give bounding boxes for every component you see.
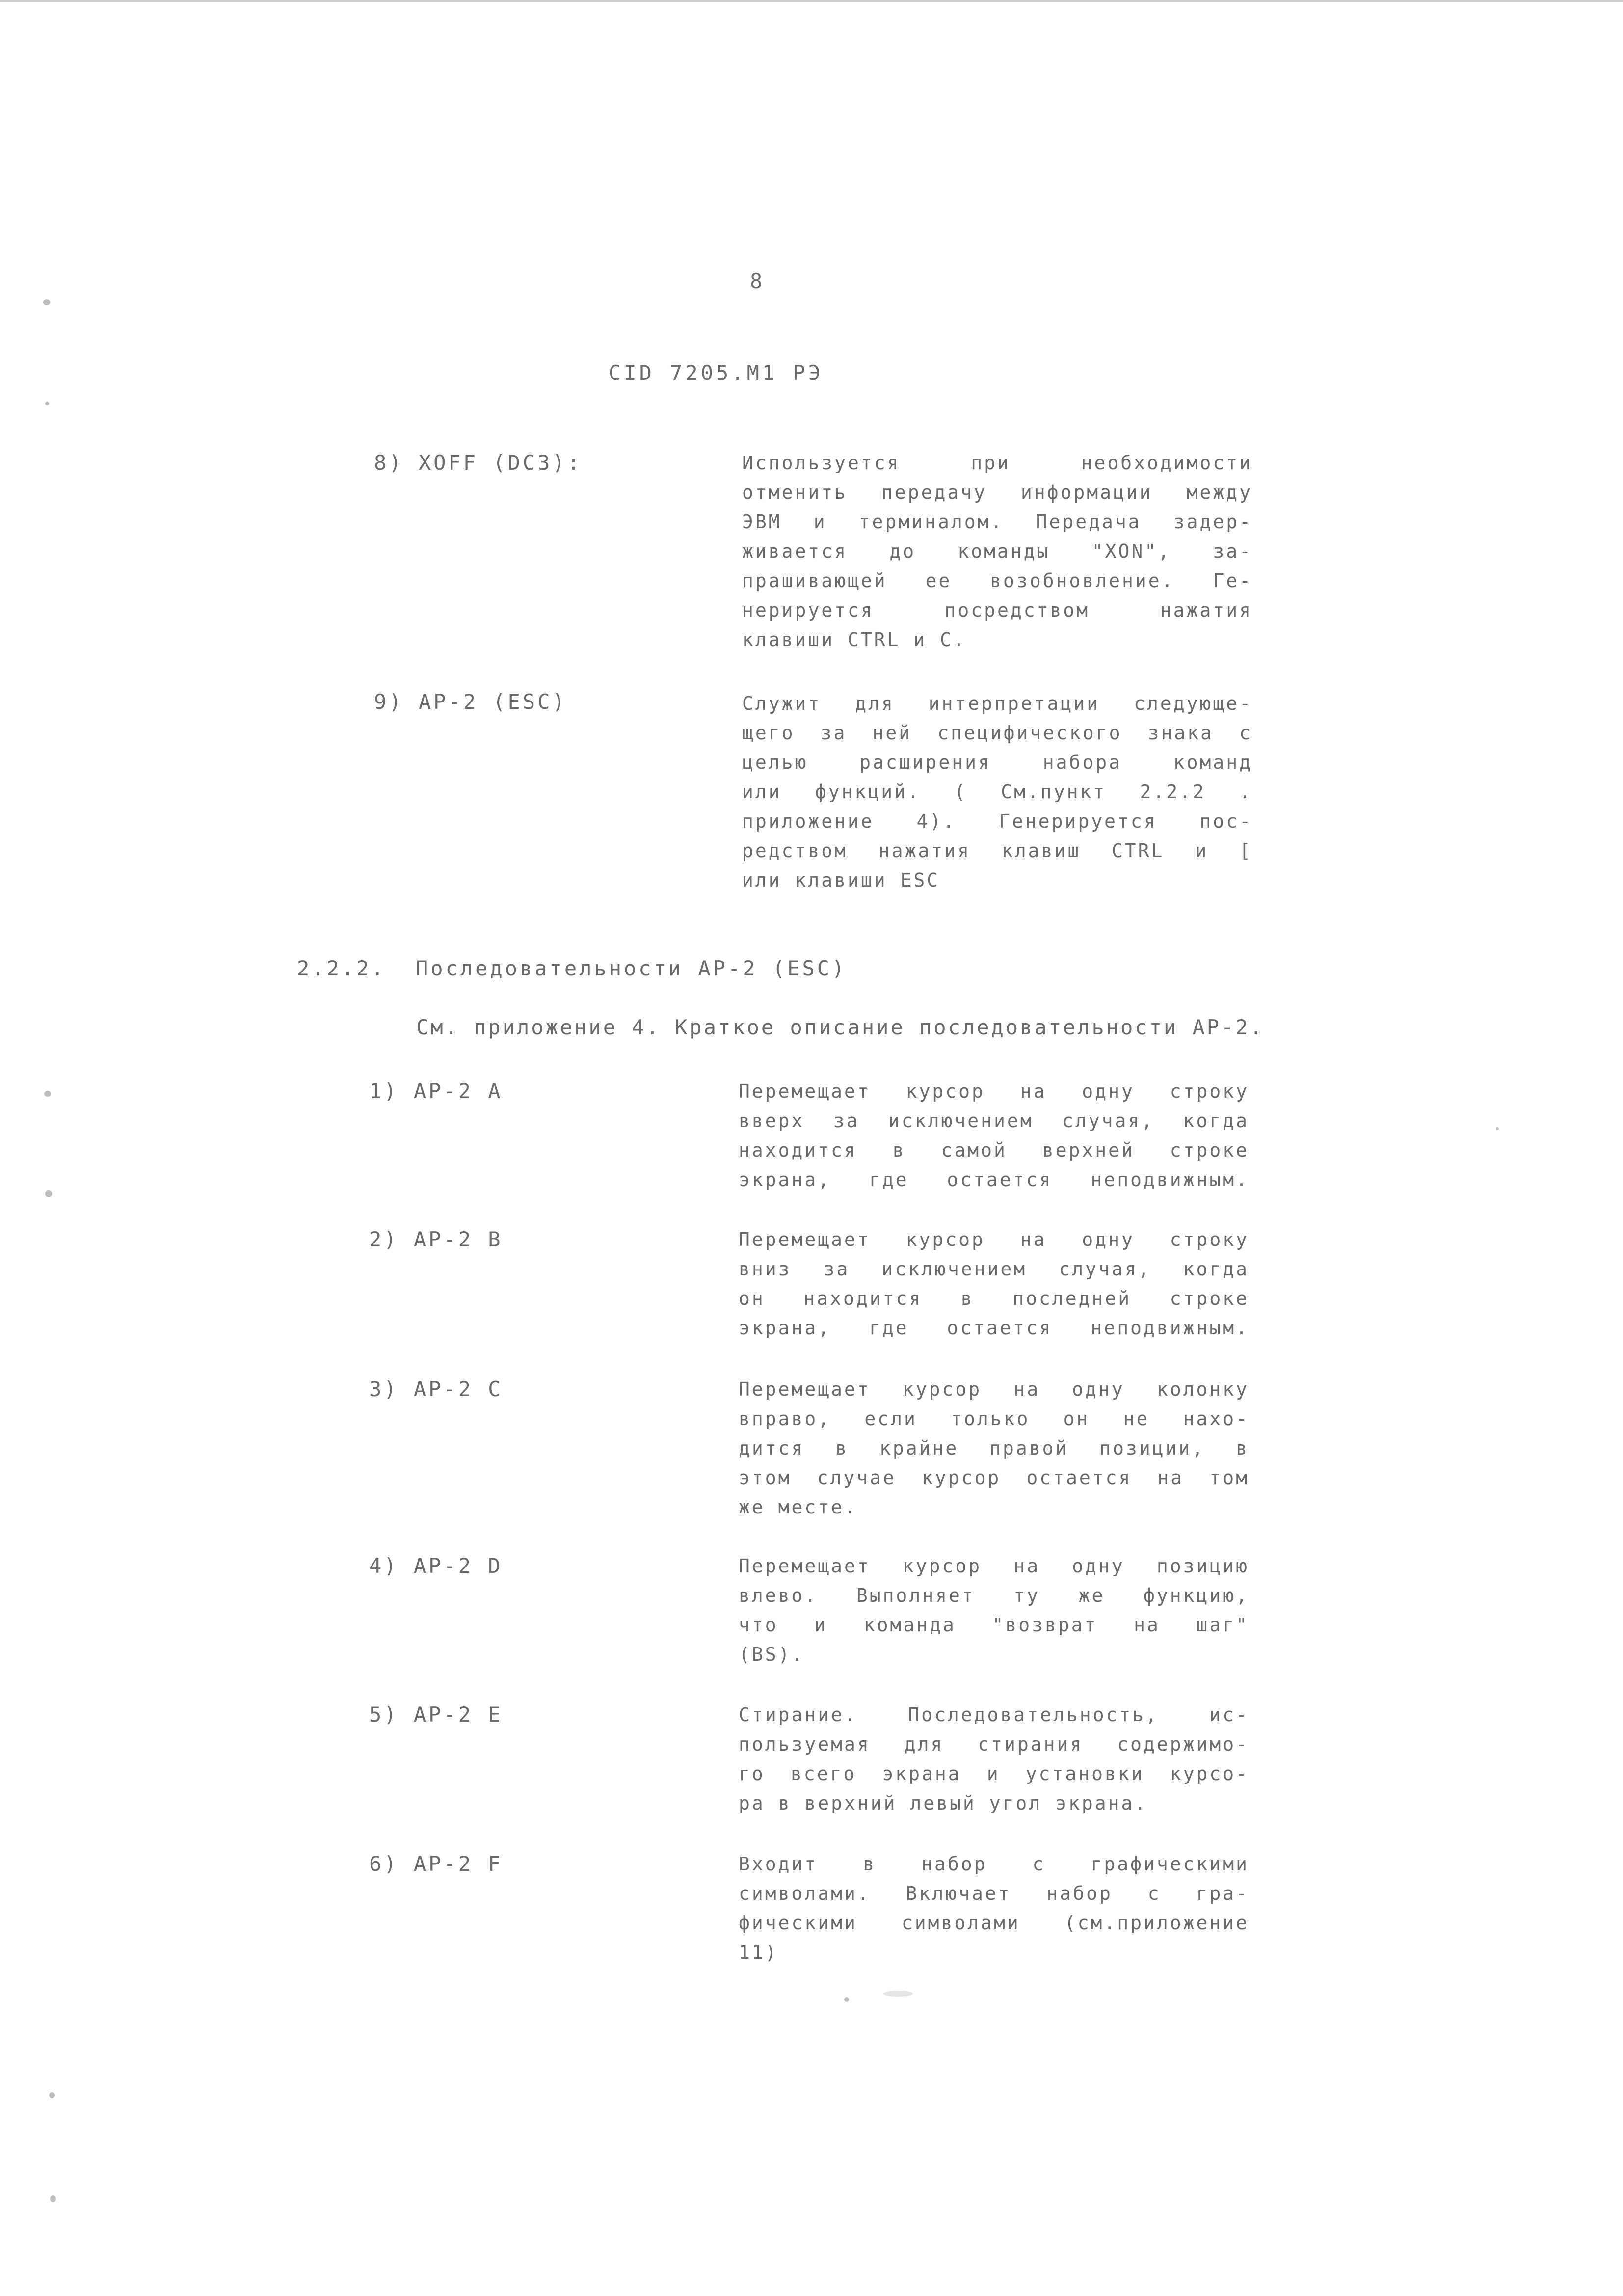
desc-line: вниз за исключением случая, когда: [739, 1258, 1249, 1280]
section-intro: См. приложение 4. Краткое описание последовательности АР-2.: [416, 1015, 1264, 1039]
item-term-ar2-e: 5) АР-2 E: [369, 1702, 503, 1727]
section-number: 2.2.2.: [297, 956, 386, 980]
item-term-xoff: 8) XOFF (DC3):: [374, 451, 583, 475]
desc-line: отменить передачу информации между: [742, 482, 1252, 503]
desc-line: нерируется посредством нажатия: [742, 599, 1252, 621]
desc-line: Перемещает курсор на одну строку: [739, 1080, 1249, 1102]
scan-speck: [49, 2092, 55, 2098]
desc-line: приложение 4). Генерируется пос-: [742, 810, 1252, 832]
item-term-ar2-d: 4) АР-2 D: [369, 1554, 503, 1578]
item-term-ar2-b: 2) АР-2 B: [369, 1227, 503, 1251]
desc-line: редством нажатия клавиш CTRL и [: [742, 840, 1252, 862]
desc-line: он находится в последней строке: [739, 1288, 1249, 1309]
item-desc-ar2-a: [739, 1077, 1249, 1194]
desc-line: влево. Выполняет ту же функцию,: [739, 1585, 1249, 1606]
scan-speck: [883, 1991, 913, 1997]
desc-line: экрана, где остается неподвижным.: [739, 1169, 1249, 1190]
desc-line: живается до команды "XON", за-: [742, 540, 1252, 562]
desc-line: ра в верхний левый угол экрана.: [739, 1792, 1148, 1814]
item-desc-ar2-c: [739, 1375, 1249, 1522]
desc-line: клавиши CTRL и C.: [742, 629, 966, 650]
desc-line: вправо, если только он не нахо-: [739, 1408, 1249, 1430]
desc-line: фическими символами (см.приложение: [739, 1912, 1249, 1934]
scan-speck: [45, 402, 49, 405]
desc-line: 11): [739, 1942, 778, 1963]
scan-speck: [43, 299, 50, 305]
desc-line: находится в самой верхней строке: [739, 1139, 1249, 1161]
desc-line: Перемещает курсор на одну строку: [739, 1229, 1249, 1250]
item-term-ar2-a: 1) АР-2 A: [369, 1079, 503, 1103]
desc-line: целью расширения набора команд: [742, 752, 1252, 773]
section-heading: [297, 956, 847, 980]
desc-line: Входит в набор с графическими: [739, 1853, 1249, 1875]
item-term-ar2-f: 6) АР-2 F: [369, 1852, 503, 1876]
desc-line: го всего экрана и установки курсо-: [739, 1763, 1249, 1784]
desc-line: прашивающей ее возобновление. Ге-: [742, 570, 1252, 592]
item-term-ar2-c: 3) АР-2 C: [369, 1377, 503, 1401]
section-title: Последовательности АР-2 (ESC): [416, 956, 847, 980]
item-desc-ar2-e: [739, 1700, 1249, 1818]
desc-line: Перемещает курсор на одну колонку: [739, 1378, 1249, 1400]
desc-line: же месте.: [739, 1496, 857, 1518]
desc-line: Служит для интерпретации следующе-: [742, 693, 1252, 714]
item-desc-ar2-d: [739, 1551, 1249, 1669]
desc-line: этом случае курсор остается на том: [739, 1467, 1249, 1488]
item-desc-ar2-b: [739, 1225, 1249, 1343]
scan-speck: [1496, 1127, 1499, 1130]
desc-line: Используется при необходимости: [742, 452, 1252, 474]
desc-line: щего за ней специфического знака с: [742, 722, 1252, 744]
desc-line: что и команда "возврат на шаг": [739, 1614, 1249, 1636]
desc-line: экрана, где остается неподвижным.: [739, 1317, 1249, 1339]
desc-line: вверх за исключением случая, когда: [739, 1110, 1249, 1132]
document-header: CID 7205.M1 РЭ: [609, 361, 824, 385]
desc-line: дится в крайне правой позиции, в: [739, 1437, 1249, 1459]
scan-speck: [50, 2195, 56, 2202]
desc-line: или функций. ( См.пункт 2.2.2 .: [742, 781, 1252, 803]
page-top-edge: [0, 0, 1623, 2]
scan-speck: [844, 1997, 849, 2002]
desc-line: ЭВМ и терминалом. Передача задер-: [742, 511, 1252, 533]
item-desc-esc: [742, 689, 1252, 895]
item-desc-xoff: [742, 448, 1252, 654]
desc-line: или клавиши ESC: [742, 869, 940, 891]
scan-speck: [45, 1190, 52, 1197]
item-term-esc: 9) АР-2 (ESC): [374, 690, 567, 714]
desc-line: (BS).: [739, 1644, 805, 1665]
item-desc-ar2-f: [739, 1849, 1249, 1967]
desc-line: пользуемая для стирания содержимо-: [739, 1733, 1249, 1755]
page-number: 8: [750, 269, 765, 293]
desc-line: Стирание. Последовательность, ис-: [739, 1704, 1249, 1726]
scan-speck: [44, 1091, 51, 1097]
desc-line: символами. Включает набор с гра-: [739, 1883, 1249, 1904]
desc-line: Перемещает курсор на одну позицию: [739, 1555, 1249, 1577]
